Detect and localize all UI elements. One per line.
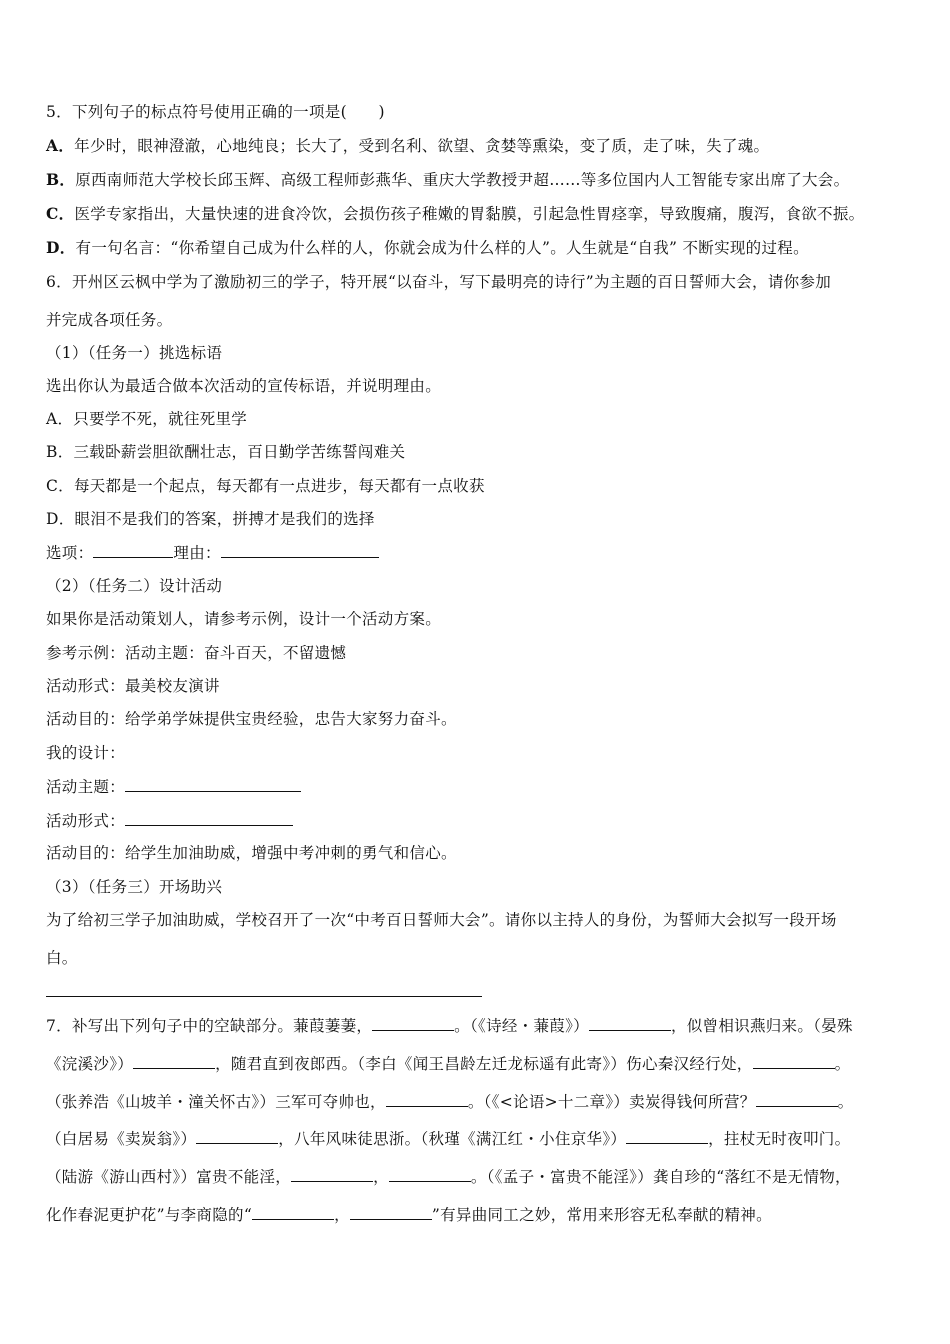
q7-line6: [46, 1204, 772, 1225]
q7-text: ，似曾相识燕归来。（晏殊: [670, 1017, 853, 1035]
q6-task2-theme-line: [46, 776, 301, 797]
q6-task2-example-theme: 参考示例：活动主题：奋斗百天，不留遗憾: [46, 644, 347, 662]
q7-blank[interactable]: [196, 1128, 278, 1144]
q7-text: 。（《孟子・富贵不能淫》）龚自珍的“落红不是无情物，: [470, 1168, 851, 1186]
q7-text: 。: [837, 1093, 854, 1111]
q6-task2-example-goal: 活动目的：给学弟学妹提供宝贵经验，忠告大家努力奋斗。: [46, 710, 457, 728]
q5-option-c: [46, 204, 864, 224]
option-text: 原西南师范大学校长邱玉辉、高级工程师彭燕华、重庆大学教授尹超……等多位国内人工智能专家出席了大会。: [75, 171, 850, 189]
option-answer-blank[interactable]: [93, 542, 173, 558]
q7-blank[interactable]: [291, 1166, 373, 1182]
q7-text: ，: [334, 1206, 350, 1224]
q5-option-b: [46, 170, 849, 190]
q6-task1-answer-line: [46, 542, 379, 563]
q6-task1-option-d: D．眼泪不是我们的答案，拼搏才是我们的选择: [46, 510, 375, 528]
q6-task2-prompt: 如果你是活动策划人，请参考示例，设计一个活动方案。: [46, 610, 442, 628]
q6-task3-prompt-line2: 白。: [46, 949, 78, 967]
option-text: 年少时，眼神澄澈，心地纯良；长大了，受到名利、欲望、贪婪等熏染，变了质，走了味，失了魂。: [74, 137, 770, 155]
q6-task3-prompt-line1: 为了给初三学子加油助威，学校召开了一次“中考百日誓师大会”。请你以主持人的身份，为誓师大会拟写一段开场: [46, 911, 837, 929]
q7-text: ”有异曲同工之妙，常用来形容无私奉献的精神。: [431, 1206, 772, 1224]
reason-answer-label: 理由：: [173, 544, 221, 562]
q6-task3-answer-blank[interactable]: [46, 996, 482, 997]
option-text: 有一句名言：“你希望自己成为什么样的人，你就会成为什么样的人”。人生就是“自我” 不断实现的过程。: [75, 239, 809, 257]
q7-line5: [46, 1166, 851, 1187]
q7-blank[interactable]: [372, 1015, 454, 1031]
theme-label: 活动主题：: [46, 778, 126, 796]
q6-task2-title: （2）（任务二）设计活动: [46, 577, 223, 595]
form-answer-blank[interactable]: [125, 810, 293, 826]
q6-task1-option-b: B．三载卧薪尝胆欲酬壮志，百日勤学苦练誓闯难关: [46, 443, 406, 461]
q7-line4: [46, 1128, 850, 1149]
q6-task2-form-line: [46, 810, 293, 831]
q7-text: 7．补写出下列句子中的空缺部分。蒹葭萋萋，: [46, 1017, 373, 1035]
theme-answer-blank[interactable]: [125, 776, 301, 792]
option-label: A．: [46, 136, 75, 155]
q7-blank[interactable]: [252, 1204, 334, 1220]
q7-text: ，随君直到夜郎西。（李白《闻王昌龄左迁龙标遥有此寄》）伤心秦汉经行处，: [215, 1055, 753, 1073]
q7-text: 。（《诗经・蒹葭》）: [454, 1017, 589, 1035]
q6-task1-option-c: C．每天都是一个起点，每天都有一点进步，每天都有一点收获: [46, 477, 485, 495]
q7-text: （白居易《卖炭翁》）: [46, 1130, 197, 1148]
q7-blank[interactable]: [753, 1053, 835, 1069]
q7-blank[interactable]: [626, 1128, 708, 1144]
q6-task1-title: （1）（任务一）挑选标语: [46, 344, 223, 362]
q6-task2-goal: 活动目的：给学生加油助威，增强中考冲刺的勇气和信心。: [46, 844, 457, 862]
q6-stem-line1: 6．开州区云枫中学为了激励初三的学子，特开展“以奋斗，写下最明亮的诗行”为主题的百日誓师大会，请你参加: [46, 273, 832, 291]
q7-line2: [46, 1053, 850, 1074]
q6-task2-example-form: 活动形式：最美校友演讲: [46, 677, 220, 695]
q7-text: 。（《<论语>十二章》）卖炭得钱何所营？: [467, 1093, 756, 1111]
reason-answer-blank[interactable]: [221, 542, 379, 558]
q7-text: 《浣溪沙》）: [46, 1055, 134, 1073]
option-label: D．: [46, 238, 76, 257]
q7-blank[interactable]: [350, 1204, 432, 1220]
q6-stem-line2: 并完成各项任务。: [46, 311, 173, 329]
q6-task3-title: （3）（任务三）开场助兴: [46, 878, 223, 896]
form-label: 活动形式：: [46, 812, 126, 830]
q6-task1-prompt: 选出你认为最适合做本次活动的宣传标语，并说明理由。: [46, 377, 442, 395]
option-label: B．: [46, 170, 76, 189]
q6-task2-my-design: 我的设计：: [46, 744, 126, 762]
q5-option-d: [46, 238, 809, 258]
q7-blank[interactable]: [756, 1091, 838, 1107]
q6-task1-option-a: A．只要学不死，就往死里学: [46, 410, 248, 428]
q7-blank[interactable]: [589, 1015, 671, 1031]
q7-text: （陆游《游山西村》）富贵不能淫，: [46, 1168, 292, 1186]
option-label: C．: [46, 204, 75, 223]
q7-text: ，: [373, 1168, 389, 1186]
q7-line1: [46, 1015, 853, 1036]
q7-blank[interactable]: [389, 1166, 471, 1182]
q7-text: ，八年风味徒思浙。（秋瑾《满江红・小住京华》）: [278, 1130, 627, 1148]
q7-blank[interactable]: [386, 1091, 468, 1107]
q7-blank[interactable]: [133, 1053, 215, 1069]
q7-text: （张养浩《山坡羊・潼关怀古》）三军可夺帅也，: [46, 1093, 386, 1111]
option-answer-label: 选项：: [46, 544, 94, 562]
q5-option-a: [46, 136, 769, 156]
option-text: 医学专家指出，大量快速的进食冷饮，会损伤孩子稚嫩的胃黏膜，引起急性胃痉挛，导致腹痛，腹泻，食欲不振。: [74, 205, 865, 223]
q7-text: ，拄杖无时夜叩门。: [708, 1130, 851, 1148]
q7-text: 化作春泥更护花”与李商隐的“: [46, 1206, 253, 1224]
q7-text: 。: [834, 1055, 851, 1073]
q5-stem: 5．下列句子的标点符号使用正确的一项是( ): [46, 103, 385, 121]
q7-line3: [46, 1091, 853, 1112]
